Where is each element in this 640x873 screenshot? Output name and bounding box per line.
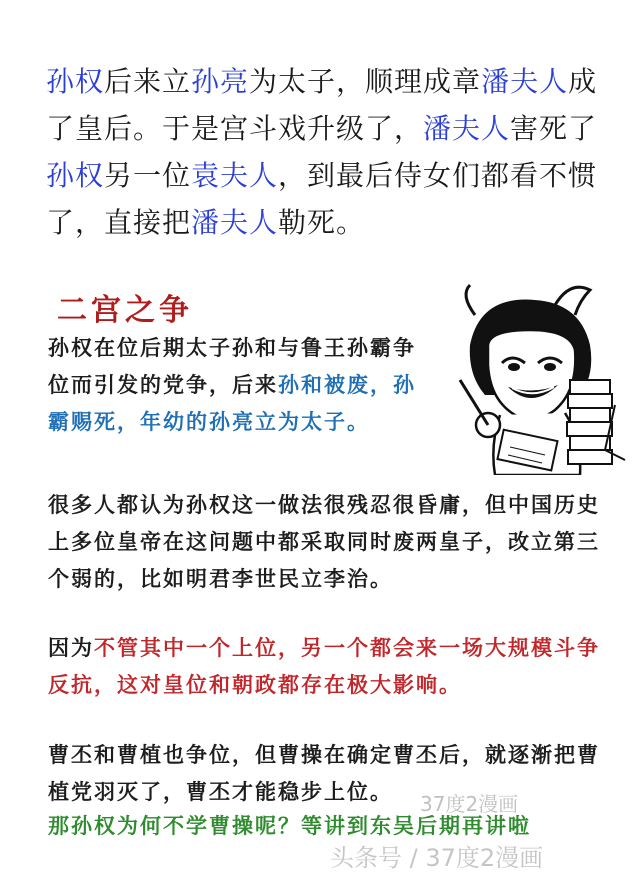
name-lady-pan: 潘夫人 <box>481 65 569 98</box>
intro-text: 另一位 <box>104 159 192 192</box>
intro-paragraph <box>46 58 626 246</box>
name-sun-quan: 孙权 <box>46 65 105 98</box>
paragraph-text: 因为 <box>48 636 94 660</box>
paragraph-opinion: 很多人都认为孙权这一做法很残忍很昏庸，但中国历史上多位皇帝在这问题中都采取同时废两皇子，改立第三个弱的，比如明君李世民立李治。 <box>48 493 600 591</box>
name-lady-pan: 潘夫人 <box>191 206 279 239</box>
intro-text: 害死了 <box>510 112 598 145</box>
paragraph-highlight-red: 不管其中一个上位，另一个都会来一场大规模斗争反抗，这对皇位和朝政都存在极大影响。 <box>48 636 600 697</box>
intro-text: 勒死。 <box>278 206 366 239</box>
paragraph-cao-example: 曹丕和曹植也争位，但曹操在确定曹丕后，就逐渐把曹植党羽灭了，曹丕才能稳步上位。 <box>48 743 600 804</box>
cartoon-girl-illustration <box>430 275 630 475</box>
intro-text: 成了皇后。于是宫斗戏升级了， <box>46 65 598 145</box>
paragraph-highlight-blue: 孙和被废，孙霸赐死，年幼的孙亮立为太子。 <box>48 373 416 434</box>
watermark-platform: 头条号 / 37度2漫画 <box>330 844 544 872</box>
watermark-brand: 37度2漫画 <box>420 792 519 816</box>
intro-text: 为太子，顺理成章 <box>249 65 482 98</box>
name-sun-quan: 孙权 <box>46 159 105 192</box>
paragraph-text: 孙权在位后期太子孙和与鲁王孙霸争位而引发的党争，后来 <box>48 336 416 397</box>
paragraph-two-palaces <box>48 330 418 441</box>
name-lady-yuan: 袁夫人 <box>191 159 279 192</box>
section-title: 二宫之争 <box>57 293 193 328</box>
paragraph-reason <box>48 630 608 704</box>
intro-text: 后来立 <box>104 65 192 98</box>
paragraph-closing-question: 那孙权为何不学曹操呢？等讲到东吴后期再讲啦 <box>48 814 531 838</box>
intro-text: ，到最后侍女们都看不惯了，直接把 <box>46 159 598 239</box>
name-lady-pan: 潘夫人 <box>423 112 511 145</box>
name-sun-liang: 孙亮 <box>191 65 250 98</box>
